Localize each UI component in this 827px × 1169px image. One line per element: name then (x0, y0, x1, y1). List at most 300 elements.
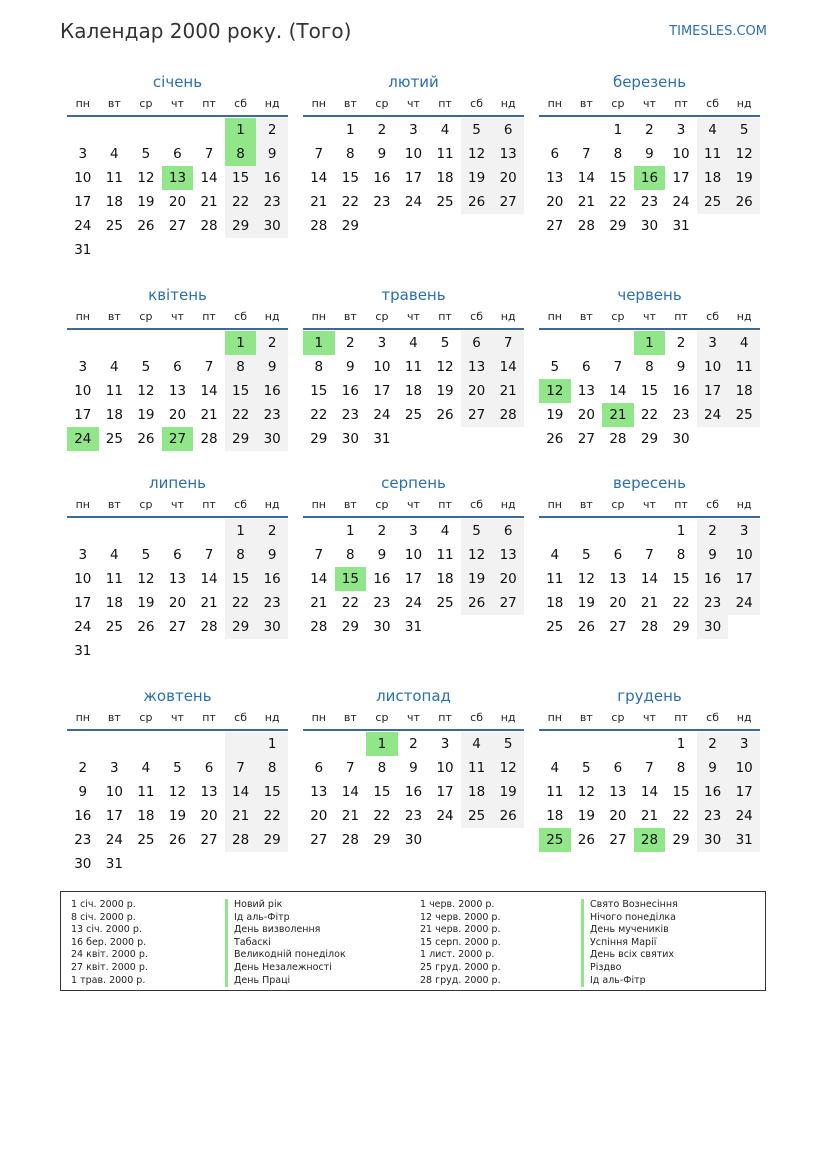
day-cell: 28 (341, 832, 359, 848)
day-cell: 3 (78, 146, 88, 162)
day-cell: 8 (676, 547, 686, 563)
day-cell: 12 (539, 379, 571, 403)
empty-cell (130, 331, 162, 355)
legend-holiday-name: Успіння Марії (581, 937, 678, 950)
legend-date: 28 груд. 2000 р. (420, 974, 501, 986)
day-cell: 1 (346, 122, 355, 138)
weekday-label: пт (674, 97, 688, 110)
day-cell: 31 (672, 218, 690, 234)
day-cell: 7 (204, 547, 214, 563)
day-cell: 29 (672, 619, 690, 635)
day-cell: 16 (404, 784, 423, 800)
day-cell: 27 (310, 832, 328, 848)
day-cell: 4 (728, 331, 760, 355)
day-cell: 2 (409, 736, 418, 752)
day-cell: 9 (697, 543, 729, 567)
day-cell: 21 (640, 808, 659, 824)
days-grid (303, 118, 524, 238)
weekday-label: сб (234, 97, 248, 110)
day-cell: 18 (728, 379, 760, 403)
day-cell: 15 (310, 383, 328, 399)
weekday-label: чт (171, 711, 184, 724)
day-cell: 2 (377, 122, 387, 138)
day-cell: 27 (492, 190, 524, 214)
day-cell: 30 (373, 619, 391, 635)
empty-cell (67, 331, 99, 355)
days-grid (303, 519, 524, 639)
weekday-label: пн (311, 498, 326, 511)
day-cell: 11 (105, 170, 123, 186)
month-2 (303, 72, 524, 238)
day-cell: 15 (225, 379, 257, 403)
legend-date: 16 бер. 2000 р. (71, 936, 147, 948)
empty-cell (602, 732, 634, 756)
day-cell: 4 (550, 760, 560, 776)
day-cell: 18 (137, 808, 155, 824)
day-cell: 21 (310, 595, 328, 611)
empty-cell (99, 519, 131, 543)
day-cell: 1 (225, 519, 257, 543)
day-cell: 26 (546, 431, 564, 447)
day-cell: 18 (697, 166, 729, 190)
weekday-label: сб (470, 711, 484, 724)
empty-cell (571, 118, 603, 142)
empty-cell (461, 828, 493, 852)
day-cell: 31 (74, 242, 92, 258)
day-cell: 7 (582, 146, 591, 162)
weekday-label: нд (264, 498, 280, 511)
day-cell: 8 (377, 760, 387, 776)
month-name: лютий (388, 73, 439, 91)
empty-cell (162, 852, 194, 876)
day-cell: 7 (645, 547, 654, 563)
empty-cell (461, 615, 493, 639)
empty-cell (256, 238, 288, 262)
weekday-label: нд (264, 97, 280, 110)
day-cell: 6 (173, 359, 182, 375)
day-cell: 16 (74, 808, 92, 824)
weekday-label: сб (706, 711, 720, 724)
day-cell: 22 (640, 407, 659, 423)
day-cell: 25 (404, 407, 423, 423)
day-cell: 18 (436, 170, 454, 186)
month-3 (539, 72, 760, 238)
day-cell: 20 (609, 595, 627, 611)
weekday-label: ср (611, 310, 625, 323)
empty-cell (67, 519, 99, 543)
month-name: листопад (376, 687, 451, 705)
weekday-label: сб (470, 310, 484, 323)
weekday-label: нд (736, 97, 752, 110)
legend-date: 24 квіт. 2000 р. (71, 949, 148, 961)
day-cell: 17 (74, 194, 92, 210)
legend-holiday-name: День Незалежності (225, 962, 346, 975)
day-cell: 14 (200, 383, 218, 399)
day-cell: 14 (640, 571, 659, 587)
day-cell: 12 (461, 543, 493, 567)
weekday-label: чт (643, 498, 656, 511)
month-12 (539, 686, 760, 852)
empty-cell (193, 852, 225, 876)
day-cell: 12 (577, 784, 595, 800)
empty-cell (256, 852, 288, 876)
weekday-label: сб (706, 97, 720, 110)
day-cell: 11 (728, 355, 760, 379)
day-cell: 5 (141, 146, 151, 162)
month-name: жовтень (143, 687, 212, 705)
day-cell: 24 (74, 218, 92, 234)
day-cell: 14 (577, 170, 595, 186)
day-cell: 21 (640, 595, 659, 611)
day-cell: 1 (613, 122, 623, 138)
day-cell: 10 (404, 547, 423, 563)
day-cell: 7 (314, 146, 324, 162)
day-cell: 21 (492, 379, 524, 403)
day-cell: 23 (256, 403, 288, 427)
day-cell: 4 (461, 732, 493, 756)
day-cell: 25 (105, 431, 123, 447)
empty-cell (162, 732, 194, 756)
day-cell: 23 (640, 194, 659, 210)
empty-cell (398, 427, 430, 451)
day-cell: 29 (373, 832, 391, 848)
empty-cell (130, 118, 162, 142)
day-cell: 26 (577, 619, 595, 635)
day-cell: 28 (225, 828, 257, 852)
day-cell: 7 (314, 547, 324, 563)
day-cell: 30 (697, 828, 729, 852)
legend-holiday-name: Різдво (581, 962, 678, 975)
day-cell: 13 (609, 571, 627, 587)
day-cell: 7 (204, 359, 214, 375)
day-cell: 16 (373, 571, 391, 587)
day-cell: 1 (303, 331, 335, 355)
day-cell: 20 (492, 567, 524, 591)
day-cell: 29 (341, 218, 359, 234)
day-cell: 8 (225, 543, 257, 567)
day-cell: 15 (256, 780, 288, 804)
empty-cell (728, 615, 760, 639)
day-cell: 10 (404, 146, 423, 162)
empty-cell (256, 639, 288, 663)
day-cell: 1 (225, 118, 257, 142)
day-cell: 7 (225, 756, 257, 780)
month-9 (539, 473, 760, 639)
day-cell: 30 (640, 218, 659, 234)
day-cell: 3 (377, 335, 387, 351)
legend-holiday-name: Нічого понеділка (581, 912, 678, 925)
legend-holiday-name: День Праці (225, 975, 346, 988)
day-cell: 21 (200, 595, 218, 611)
day-cell: 2 (346, 335, 355, 351)
day-cell: 16 (256, 567, 288, 591)
day-cell: 26 (137, 619, 155, 635)
day-cell: 27 (577, 431, 595, 447)
day-cell: 15 (341, 170, 359, 186)
day-cell: 1 (225, 331, 257, 355)
legend-date: 21 черв. 2000 р. (420, 924, 501, 936)
weekday-label: сб (706, 310, 720, 323)
day-cell: 23 (341, 407, 359, 423)
day-cell: 9 (377, 547, 387, 563)
day-cell: 21 (341, 808, 359, 824)
page-title: Календар 2000 року. (Того) (60, 19, 352, 43)
empty-cell (67, 732, 99, 756)
day-cell: 19 (577, 808, 595, 824)
day-cell: 28 (634, 828, 666, 852)
day-cell: 5 (582, 760, 591, 776)
day-cell: 30 (697, 615, 729, 639)
day-cell: 21 (200, 407, 218, 423)
empty-cell (162, 238, 194, 262)
day-cell: 17 (728, 567, 760, 591)
day-cell: 12 (436, 359, 454, 375)
day-cell: 13 (546, 170, 564, 186)
day-cell: 9 (697, 756, 729, 780)
weekday-label: ср (611, 711, 625, 724)
day-cell: 14 (492, 355, 524, 379)
day-cell: 19 (546, 407, 564, 423)
empty-cell (571, 331, 603, 355)
day-cell: 5 (492, 732, 524, 756)
day-cell: 11 (404, 359, 423, 375)
empty-cell (225, 238, 257, 262)
empty-cell (130, 732, 162, 756)
weekday-header (303, 310, 524, 330)
days-grid (303, 732, 524, 852)
day-cell: 23 (256, 190, 288, 214)
empty-cell (67, 118, 99, 142)
days-grid (539, 331, 760, 451)
day-cell: 25 (697, 190, 729, 214)
empty-cell (429, 427, 461, 451)
legend-date: 25 груд. 2000 р. (420, 961, 501, 973)
day-cell: 28 (310, 619, 328, 635)
day-cell: 28 (310, 218, 328, 234)
day-cell: 2 (645, 122, 654, 138)
day-cell: 13 (492, 543, 524, 567)
empty-cell (162, 331, 194, 355)
day-cell: 18 (461, 780, 493, 804)
weekday-header (303, 97, 524, 117)
day-cell: 19 (728, 166, 760, 190)
legend-date: 1 трав. 2000 р. (71, 974, 146, 986)
weekday-label: пт (438, 711, 452, 724)
day-cell: 3 (110, 760, 119, 776)
day-cell: 17 (672, 170, 690, 186)
weekday-label: сб (234, 310, 248, 323)
day-cell: 12 (492, 756, 524, 780)
day-cell: 19 (461, 567, 493, 591)
empty-cell (303, 732, 335, 756)
day-cell: 16 (634, 166, 666, 190)
empty-cell (602, 519, 634, 543)
empty-cell (539, 732, 571, 756)
month-8 (303, 473, 524, 639)
day-cell: 8 (225, 142, 257, 166)
empty-cell (130, 852, 162, 876)
empty-cell (225, 732, 257, 756)
day-cell: 6 (613, 547, 623, 563)
day-cell: 1 (346, 523, 355, 539)
day-cell: 14 (310, 571, 328, 587)
day-cell: 8 (225, 355, 257, 379)
day-cell: 24 (728, 591, 760, 615)
day-cell: 19 (577, 595, 595, 611)
weekday-label: пн (547, 310, 562, 323)
empty-cell (193, 732, 225, 756)
day-cell: 4 (550, 547, 560, 563)
legend-left-names (225, 899, 346, 987)
day-cell: 19 (168, 808, 187, 824)
weekday-header (539, 97, 760, 117)
weekday-label: пт (438, 97, 452, 110)
day-cell: 3 (440, 736, 450, 752)
empty-cell (193, 238, 225, 262)
empty-cell (429, 615, 461, 639)
weekday-header (539, 310, 760, 330)
weekday-label: пт (202, 711, 216, 724)
weekday-label: ср (611, 97, 625, 110)
day-cell: 21 (577, 194, 595, 210)
weekday-label: пт (438, 498, 452, 511)
day-cell: 26 (436, 407, 454, 423)
day-cell: 4 (409, 335, 418, 351)
day-cell: 10 (728, 543, 760, 567)
day-cell: 8 (346, 547, 355, 563)
weekday-label: чт (171, 310, 184, 323)
day-cell: 13 (577, 383, 595, 399)
weekday-label: пт (202, 498, 216, 511)
day-cell: 22 (225, 591, 257, 615)
day-cell: 6 (550, 146, 560, 162)
weekday-label: вт (343, 498, 357, 511)
day-cell: 23 (373, 194, 391, 210)
day-cell: 15 (609, 170, 627, 186)
day-cell: 14 (640, 784, 659, 800)
legend-right-dates (420, 899, 501, 987)
empty-cell (492, 214, 524, 238)
day-cell: 6 (314, 760, 324, 776)
empty-cell (571, 732, 603, 756)
day-cell: 23 (373, 595, 391, 611)
empty-cell (429, 828, 461, 852)
day-cell: 21 (200, 194, 218, 210)
day-cell: 29 (341, 619, 359, 635)
weekday-header (303, 498, 524, 518)
day-cell: 22 (341, 194, 359, 210)
day-cell: 22 (341, 595, 359, 611)
day-cell: 24 (74, 619, 92, 635)
weekday-header (67, 711, 288, 731)
day-cell: 22 (256, 804, 288, 828)
day-cell: 2 (676, 335, 686, 351)
day-cell: 18 (105, 194, 123, 210)
day-cell: 29 (310, 431, 328, 447)
day-cell: 15 (672, 784, 690, 800)
day-cell: 20 (577, 407, 595, 423)
month-name: січень (152, 73, 203, 91)
day-cell: 14 (225, 780, 257, 804)
day-cell: 30 (256, 427, 288, 451)
empty-cell (539, 519, 571, 543)
empty-cell (571, 519, 603, 543)
day-cell: 25 (436, 194, 454, 210)
day-cell: 16 (256, 379, 288, 403)
day-cell: 29 (672, 832, 690, 848)
weekday-header (303, 711, 524, 731)
month-name: березень (612, 73, 687, 91)
day-cell: 9 (78, 784, 88, 800)
legend-date: 1 лист. 2000 р. (420, 949, 495, 961)
day-cell: 29 (225, 214, 257, 238)
empty-cell (130, 639, 162, 663)
month-name: липень (148, 474, 207, 492)
month-6 (539, 285, 760, 451)
day-cell: 19 (137, 595, 155, 611)
day-cell: 4 (440, 122, 450, 138)
day-cell: 26 (728, 190, 760, 214)
day-cell: 20 (168, 407, 187, 423)
day-cell: 13 (168, 383, 187, 399)
day-cell: 28 (200, 431, 218, 447)
day-cell: 2 (697, 732, 729, 756)
site-link[interactable]: TIMESLES.COM (669, 24, 767, 39)
day-cell: 22 (373, 808, 391, 824)
day-cell: 14 (310, 170, 328, 186)
day-cell: 30 (672, 431, 690, 447)
day-cell: 3 (728, 732, 760, 756)
day-cell: 2 (377, 523, 387, 539)
weekday-label: нд (736, 711, 752, 724)
weekday-label: чт (171, 498, 184, 511)
weekday-label: ср (375, 711, 389, 724)
empty-cell (461, 427, 493, 451)
weekday-label: чт (643, 711, 656, 724)
day-cell: 7 (346, 760, 355, 776)
day-cell: 17 (373, 383, 391, 399)
weekday-label: вт (579, 498, 593, 511)
day-cell: 19 (137, 407, 155, 423)
day-cell: 5 (461, 118, 493, 142)
day-cell: 16 (697, 567, 729, 591)
holiday-legend (60, 891, 766, 991)
day-cell: 25 (105, 619, 123, 635)
empty-cell (303, 519, 335, 543)
weekday-label: вт (579, 310, 593, 323)
day-cell: 24 (373, 407, 391, 423)
day-cell: 25 (137, 832, 155, 848)
weekday-label: пн (75, 498, 90, 511)
day-cell: 7 (492, 331, 524, 355)
day-cell: 19 (461, 166, 493, 190)
day-cell: 29 (256, 828, 288, 852)
empty-cell (335, 732, 367, 756)
day-cell: 31 (74, 643, 92, 659)
day-cell: 17 (436, 784, 454, 800)
day-cell: 29 (609, 218, 627, 234)
day-cell: 5 (728, 118, 760, 142)
empty-cell (697, 427, 729, 451)
day-cell: 26 (137, 431, 155, 447)
day-cell: 11 (436, 146, 454, 162)
day-cell: 21 (225, 804, 257, 828)
empty-cell (193, 639, 225, 663)
days-grid (67, 519, 288, 663)
day-cell: 27 (168, 218, 187, 234)
day-cell: 22 (672, 808, 690, 824)
empty-cell (492, 615, 524, 639)
